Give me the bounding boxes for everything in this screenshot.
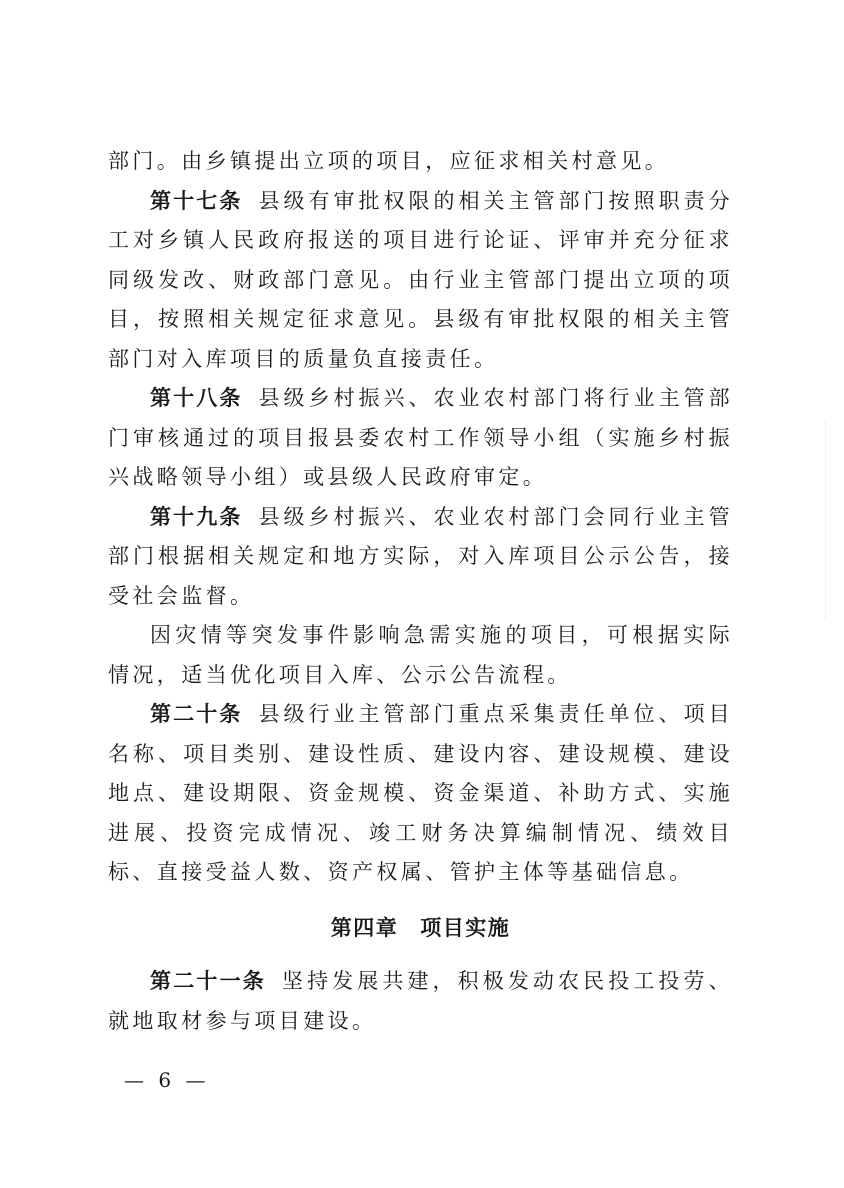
- paragraph-text: 因灾情等突发事件影响急需实施的项目，可根据实际情况，适当优化项目入库、公示公告流程。: [108, 623, 733, 687]
- chapter-number: 第四章: [330, 915, 399, 940]
- paragraph-continuation: [108, 142, 733, 182]
- article-17: [108, 182, 733, 380]
- article-19-supplement: [108, 616, 733, 695]
- article-text: 县级乡村振兴、农业农村部门会同行业主管部门根据相关规定和地方实际，对入库项目公示公告，接受社会监督。: [108, 504, 733, 608]
- article-18: [108, 379, 733, 498]
- page-number: — 6 —: [124, 1068, 210, 1092]
- article-text: 县级乡村振兴、农业农村部门将行业主管部门审核通过的项目报县委农村工作领导小组（实施乡村振兴战略领导小组）或县级人民政府审定。: [108, 386, 733, 489]
- article-19: [108, 498, 733, 617]
- article-text: 县级行业主管部门重点采集责任单位、项目名称、项目类别、建设性质、建设内容、建设规模、建设地点、建设期限、资金规模、资金渠道、补助方式、实施进展、投资完成情况、竣工财务决算编制情况、绩效目标、直接受益人数、资产权属、管护主体等基础信息。: [108, 702, 733, 884]
- article-heading: 第十七条: [150, 188, 243, 213]
- article-20: [108, 695, 733, 893]
- article-heading: 第十八条: [150, 386, 243, 410]
- document-body: [108, 142, 733, 1041]
- article-heading: 第十九条: [150, 504, 243, 529]
- chapter-heading: [108, 909, 733, 949]
- paragraph-text: 部门。由乡镇提出立项的项目，应征求相关村意见。: [108, 149, 670, 173]
- article-21: [108, 962, 733, 1041]
- article-text: 县级有审批权限的相关主管部门按照职责分工对乡镇人民政府报送的项目进行论证、评审并充分征求同级发改、财政部门意见。由行业主管部门提出立项的项目，按照相关规定征求意见。县级有审批权限的相关主管部门对入库项目的质量负直接责任。: [108, 188, 733, 371]
- article-heading: 第二十条: [150, 702, 243, 726]
- article-heading: 第二十一条: [150, 969, 266, 993]
- chapter-title: 项目实施: [420, 915, 511, 940]
- article-text: 坚持发展共建，积极发动农民投工投劳、就地取材参与项目建设。: [108, 969, 734, 1033]
- scan-margin-mark: [825, 420, 826, 620]
